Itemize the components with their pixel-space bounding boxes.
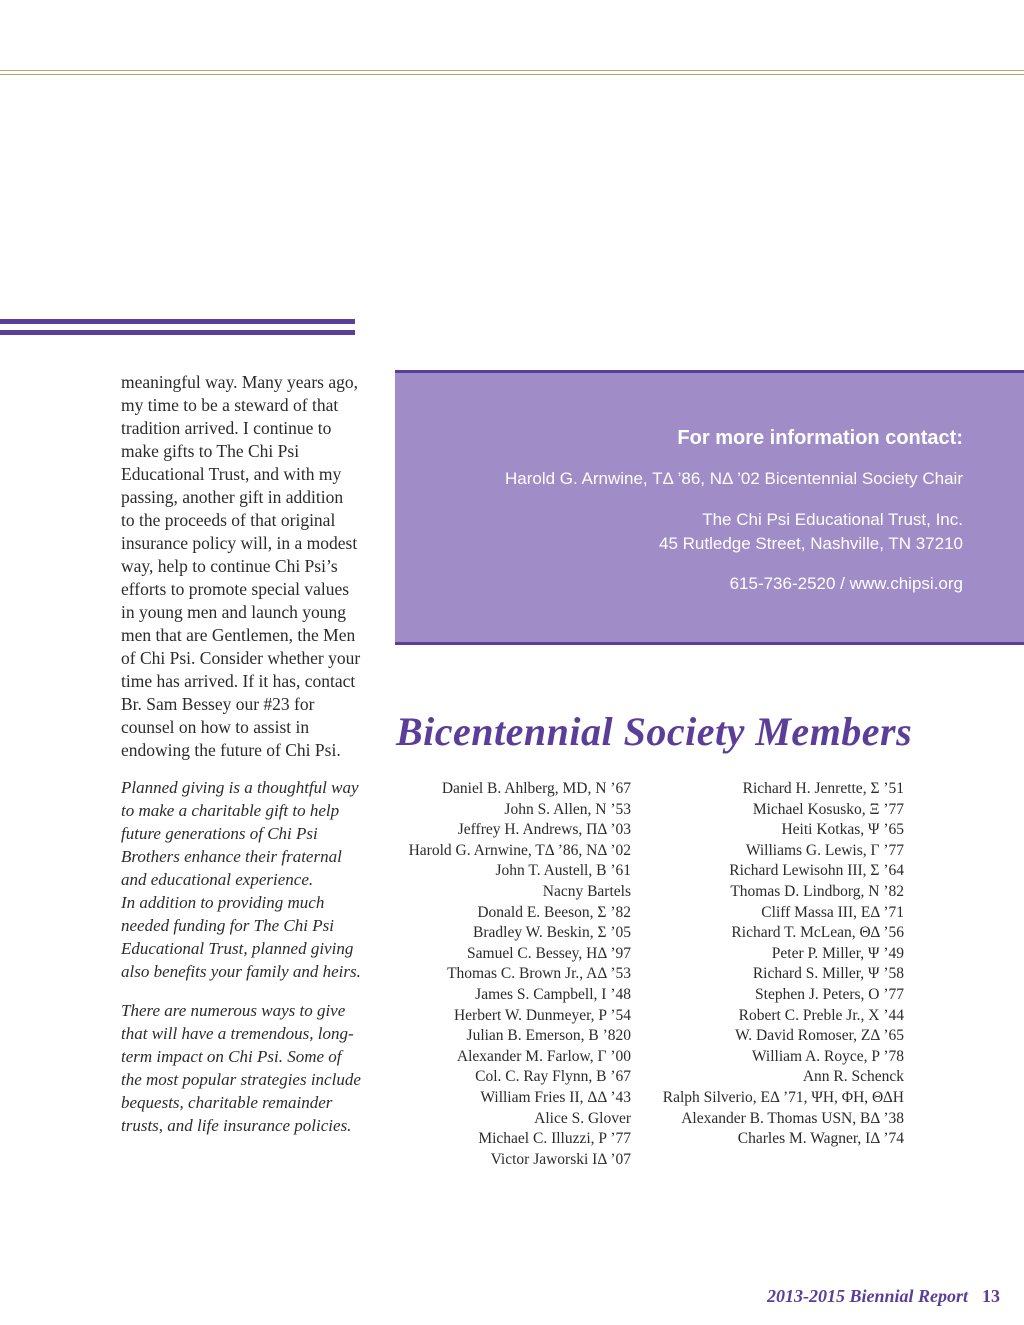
- member-name: Julian B. Emerson, B ’820: [466, 1027, 631, 1045]
- member-name: Herbert W. Dunmeyer, P ’54: [453, 1006, 631, 1024]
- contact-org: The Chi Psi Educational Trust, Inc.: [702, 510, 963, 529]
- member-name: Victor Jaworski IΔ ’07: [490, 1150, 631, 1168]
- member-name: Alexander M. Farlow, Γ ’00: [456, 1047, 631, 1065]
- member-name: Cliff Massa III, EΔ ’71: [761, 903, 904, 921]
- member-name: Richard H. Jenrette, Σ ’51: [742, 780, 904, 797]
- member-name: William A. Royce, P ’78: [751, 1047, 904, 1065]
- member-name: W. David Romoser, ZΔ ’65: [735, 1027, 904, 1045]
- member-name: Ann R. Schenck: [802, 1068, 904, 1086]
- report-title: 2013-2015 Biennial Report: [766, 1286, 968, 1306]
- members-title: Bicentennial Society Members: [396, 709, 913, 754]
- member-name: Charles M. Wagner, IΔ ’74: [737, 1130, 904, 1148]
- member-name: Alexander B. Thomas USN, BΔ ’38: [681, 1109, 904, 1127]
- member-name: Thomas C. Brown Jr., AΔ ’53: [447, 965, 631, 983]
- members-column-2: [644, 779, 904, 1150]
- italic-paragraph-2: In addition to providing much needed funding for The Chi Psi Educational Trust, planned giving also benefits your family and heirs.: [121, 893, 361, 981]
- member-name: Bradley W. Beskin, Σ ’05: [473, 924, 631, 942]
- purple-bar-upper: [0, 319, 355, 324]
- contact-chair: Harold G. Arnwine, TΔ ’86, NΔ ’02 Bicentennial Society Chair: [504, 469, 963, 488]
- member-name: John T. Austell, B ’61: [495, 862, 631, 880]
- contact-heading: For more information contact:: [677, 427, 963, 449]
- member-name: William Fries II, ΔΔ ’43: [480, 1088, 631, 1106]
- member-name: Col. C. Ray Flynn, B ’67: [475, 1068, 631, 1086]
- members-column-1: [371, 779, 631, 1170]
- member-name: Stephen J. Peters, O ’77: [755, 985, 904, 1003]
- contact-phone-web: 615-736-2520 / www.chipsi.org: [729, 574, 963, 593]
- member-name: Daniel B. Ahlberg, MD, N ’67: [441, 780, 631, 797]
- member-name: Alice S. Glover: [534, 1109, 631, 1127]
- member-name: Jeffrey H. Andrews, ΠΔ ’03: [457, 821, 631, 839]
- left-column: [121, 371, 361, 1137]
- contact-address: 45 Rutledge Street, Nashville, TN 37210: [659, 534, 963, 553]
- top-rule-secondary: [0, 74, 1024, 75]
- member-name: Ralph Silverio, EΔ ’71, ΨH, ΦH, ΘΔH: [662, 1088, 904, 1106]
- italic-paragraph-1: Planned giving is a thoughtful way to make a charitable gift to help future generations of Chi Psi Brothers enhance their fraternal and educational experience.: [121, 778, 359, 889]
- member-name: Thomas D. Lindborg, N ’82: [730, 882, 904, 900]
- member-name: Peter P. Miller, Ψ ’49: [771, 944, 904, 962]
- member-name: Donald E. Beeson, Σ ’82: [477, 903, 631, 921]
- member-name: Michael Kosusko, Ξ ’77: [752, 800, 904, 818]
- member-name: James S. Campbell, I ’48: [475, 985, 631, 1003]
- member-name: Nacny Bartels: [542, 882, 631, 900]
- member-name: Richard S. Miller, Ψ ’58: [752, 965, 904, 983]
- member-name: Richard T. McLean, ΘΔ ’56: [731, 924, 904, 942]
- member-name: Richard Lewisohn III, Σ ’64: [729, 862, 904, 880]
- body-paragraph: meaningful way. Many years ago, my time to be a steward of that tradition arrived. I continue to make gifts to The Chi Psi Educational Trust, and with my passing, another gift in addition to the proceeds of that original insurance policy will, in a modest way, help to continue Chi Psi’s efforts to promote special values in young men and launch young men that are Gentlemen, the Men of Chi Psi. Consider whether your time has arrived. If it has, contact Br. Sam Bessey our #23 for counsel on how to assist in endowing the future of Chi Psi.: [121, 372, 361, 760]
- member-name: Robert C. Preble Jr., X ’44: [738, 1006, 904, 1024]
- page-footer: [767, 1284, 1000, 1308]
- top-rule: [0, 70, 1024, 71]
- member-name: John S. Allen, N ’53: [504, 800, 631, 818]
- purple-bar-lower: [0, 330, 355, 335]
- member-name: Harold G. Arnwine, TΔ ’86, NΔ ’02: [408, 841, 631, 859]
- italic-paragraph-3: There are numerous ways to give that will have a tremendous, long-term impact on Chi Psi. Some of the most popular strategies include bequests, charitable remainder trusts, and life insurance policies.: [121, 1001, 361, 1135]
- page-number: 13: [982, 1286, 1000, 1306]
- contact-box: [395, 370, 1024, 645]
- member-name: Michael C. Illuzzi, P ’77: [478, 1130, 631, 1148]
- member-name: Heiti Kotkas, Ψ ’65: [781, 821, 904, 839]
- member-name: Samuel C. Bessey, HΔ ’97: [467, 944, 631, 962]
- member-name: Williams G. Lewis, Γ ’77: [745, 841, 904, 859]
